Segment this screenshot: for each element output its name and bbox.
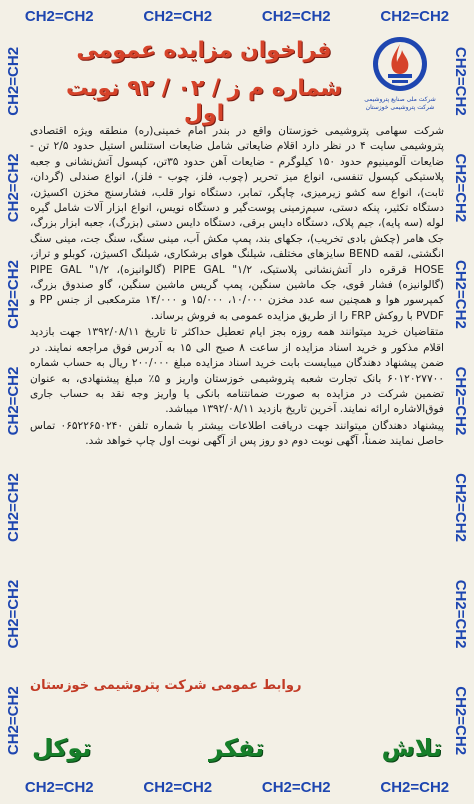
border-text: CH2=CH2 [261, 778, 331, 796]
border-text: CH2=CH2 [452, 153, 470, 223]
border-text: CH2=CH2 [24, 778, 94, 796]
public-relations-signature: روابط عمومی شرکت پتروشیمی خوزستان [30, 678, 302, 693]
border-text: CH2=CH2 [452, 366, 470, 436]
slogans [32, 730, 442, 766]
border-top [0, 2, 474, 30]
body-paragraph: شرکت سهامی پتروشیمی خوزستان واقع در بندر امام خمینی(ره) منطقه ویژه اقتصادی پتروشیمی سایت ۴ در نظر دارد اقلام ضایعاتی شامل ضایعات استنلس استیل حدود ۲/۵ تن - ضایعات آلومینیوم حدود ۱۵۰ کیلوگرم - ضایعات آهن حدود ۳۵تن، کپسول آتش‌نشانی و جعبه پلاستیکی کپسول تنفسی، انواع میز تحریر (چوب، فلز، چوب - فلز)، انواع صندلی (گردان، ثابت)، انواع سه کشو زیرمیزی، چاپگر، تمابر، دستگاه نوار قلب، فشارسنج مخزن اکسیژن، دستگاه تکثیر، پنکه دستی، سیم‌زمینی پوست‌گیر و دستگاه نویس، انواع ابزار آلات شامل گیره لوله (سه پایه)، جیم پلاک، دستگاه دایس برقی، دستگاه دایس دستی (بزرگ)، جعبه ابزار بزرگ، جک هامر (چکش بادی تخریب)، جکهای بند، پمپ مکش آب، مینی سنگ، سنگ جت، مینی سنگ انگشتی، لقمه BEND سایزهای مختلف، شیلنگ هوای برشکاری، شیلنگ اکسیژن، کوبلو و تراز، HOSE قرقره دار آتش‌نشانی پلاستیک، ۱/۲" PIPE GAL (گالوانیزه)، ۱/۲" PIPE GAL (گالوانیزه) فشار قوی، جک ماشین سنگین، پمپ گریس ماشین سنگین، گاو صندوق بزرگ، کمپرسور هوا و همچنین سه عدد مخزن ۱۰/۰۰۰، ۱۵/۰۰۰ و ۱۴/۰۰۰ مترمکعبی از جنس PP و PVDF با روکش FRP را از طریق مزایده عمومی به فروش برساند. [30, 125, 445, 322]
body-paragraph: پیشنهاد دهندگان میتوانند جهت دریافت اطلاعات بیشتر با شماره تلفن ۰۶۵۲۲۶۵۰۲۴۰ تماس حاصل نمایند ضمناً، آگهی نوبت دوم دو روز پس از آگهی نوبت اول چاپ خواهد شد. [30, 419, 444, 448]
border-right [450, 28, 472, 774]
slogan: تلاش [381, 734, 442, 762]
company-logo [358, 34, 442, 118]
border-text: CH2=CH2 [452, 260, 470, 329]
border-text: CH2=CH2 [452, 686, 470, 756]
border-text: CH2=CH2 [452, 46, 470, 116]
border-text: CH2=CH2 [143, 7, 213, 25]
border-bottom [0, 773, 474, 801]
border-text: CH2=CH2 [4, 153, 22, 223]
border-text: CH2=CH2 [452, 579, 470, 649]
border-text: CH2=CH2 [4, 46, 22, 116]
slogan: توکل [32, 734, 92, 762]
ad-body [30, 124, 444, 450]
border-text: CH2=CH2 [4, 579, 22, 649]
ad-header [28, 32, 446, 126]
slogan: تفکر [208, 734, 265, 762]
border-text: CH2=CH2 [143, 778, 213, 796]
ad-subtitle: شماره م ز / ۰۲ / ۹۲ نوبت اول [65, 76, 343, 126]
ad-title: فراخوان مزایده عمومی [76, 38, 332, 63]
border-text: CH2=CH2 [261, 7, 331, 25]
border-text: CH2=CH2 [380, 778, 450, 796]
petrochemical-flame-logo-icon [370, 34, 430, 94]
border-text: CH2=CH2 [4, 686, 22, 756]
border-text: CH2=CH2 [4, 473, 22, 542]
border-left [2, 28, 24, 774]
border-text: CH2=CH2 [380, 7, 450, 25]
border-text: CH2=CH2 [4, 260, 22, 329]
border-text: CH2=CH2 [4, 366, 22, 436]
border-text: CH2=CH2 [452, 473, 470, 542]
body-paragraph: متقاضیان خرید میتوانند همه روزه بجز ایام تعطیل حداکثر تا تاریخ ۱۳۹۲/۰۸/۱۱ جهت بازدید اقلام مذکور و خرید اسناد مزایده از ساعت ۸ صبح الی ۱۵ به آدرس فوق مراجعه نمایند. در ضمن پیشنهاد دهندگان میبایست بابت خرید اسناد مزایده مبلغ ۲۰۰/۰۰۰ ریال به حساب شماره ۶۰۱۲۰۲۷۷۰۰ بانک تجارت شعبه پتروشیمی خوزستان واریز و ۵٪ مبلغ پیشنهادی، به عنوان تضمین شرکت در مزایده به صورت ضمانتنامه بانکی یا واریز وجه نقد به حساب جاری فوق‌الاشاره ارائه نمایند. آخرین تاریخ بازدید ۱۳۹۲/۰۸/۱۱ میباشد. [30, 326, 445, 416]
border-text: CH2=CH2 [24, 7, 94, 25]
logo-caption: شرکت ملی صنایع پتروشیمی شرکت پتروشیمی خوزستان [364, 96, 436, 111]
